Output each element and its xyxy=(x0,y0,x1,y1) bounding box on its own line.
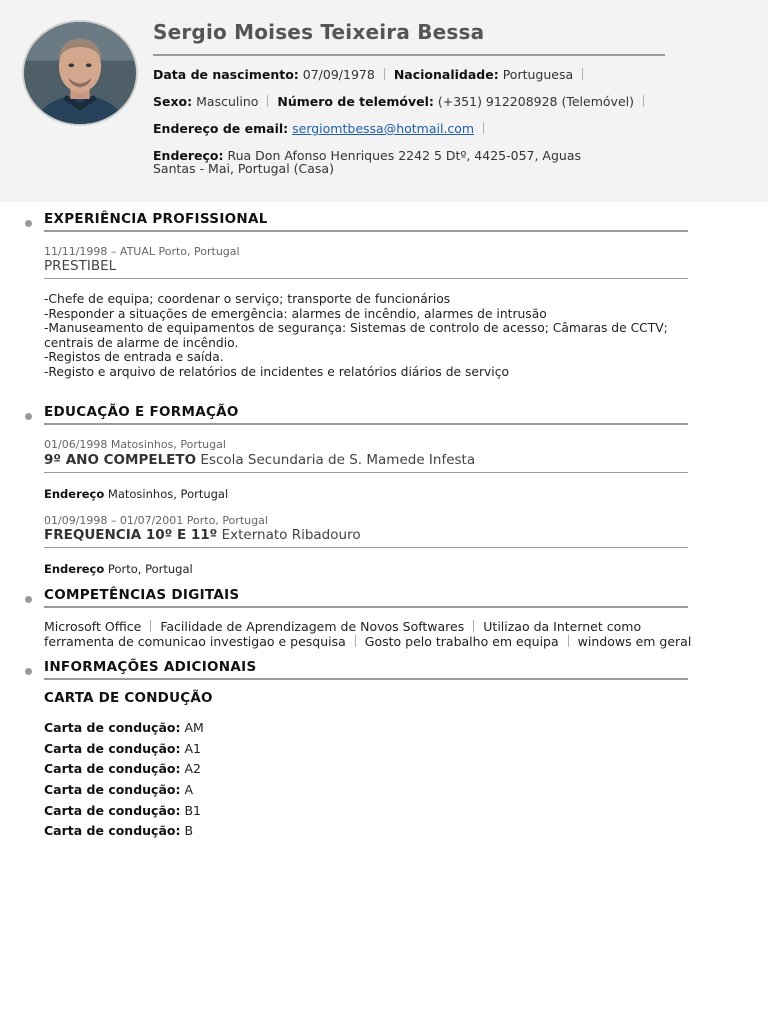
address-value: Rua Don Afonso Henriques 2242 5 Dtº, 4425-057, Aguas Santas - Mai, Portugal (Casa) xyxy=(153,148,581,176)
section-bullet xyxy=(25,596,32,603)
entry-divider xyxy=(44,547,688,548)
license-label: Carta de condução: xyxy=(44,761,181,776)
section-bullet xyxy=(25,668,32,675)
additional-section-title: INFORMAÇÕES ADICIONAIS xyxy=(44,659,257,675)
experience-line: -Registos de entrada e saída. xyxy=(44,350,224,364)
license-item xyxy=(44,823,193,838)
profile-header xyxy=(0,0,768,202)
full-name: Sergio Moises Teixeira Bessa xyxy=(153,20,485,44)
skills-line xyxy=(44,619,704,634)
sex-value: Masculino xyxy=(196,94,259,109)
license-item xyxy=(44,782,193,797)
education-meta: 01/06/1998 Matosinhos, Portugal xyxy=(44,438,226,451)
profile-photo xyxy=(22,20,138,126)
separator xyxy=(355,635,356,647)
experience-line: -Responder a situações de emergência: alarmes de incêndio, alarmes de intrusão xyxy=(44,306,547,321)
license-value: A1 xyxy=(184,741,201,756)
entry-divider xyxy=(44,472,688,473)
digital-section-title: COMPETÊNCIAS DIGITAIS xyxy=(44,587,240,603)
education-degree: 9º ANO COMPELETO xyxy=(44,452,197,468)
skill-item: Utilizao da Internet como xyxy=(483,619,642,634)
license-item xyxy=(44,720,204,735)
license-label: Carta de condução: xyxy=(44,720,181,735)
sex-phone-line xyxy=(153,94,653,109)
license-item xyxy=(44,741,201,756)
digital-skills xyxy=(44,619,704,649)
section-bullet xyxy=(25,413,32,420)
license-value: B1 xyxy=(184,803,202,818)
address-block xyxy=(153,149,623,175)
separator xyxy=(582,68,583,80)
separator xyxy=(473,620,474,632)
education-meta: 01/09/1998 – 01/07/2001 Porto, Portugal xyxy=(44,514,268,527)
section-divider xyxy=(44,678,688,680)
education-address-label: Endereço xyxy=(44,487,105,501)
education-entry-title xyxy=(44,527,361,543)
separator xyxy=(568,635,569,647)
education-section-title: EDUCAÇÃO E FORMAÇÃO xyxy=(44,404,239,420)
address-label: Endereço: xyxy=(153,148,224,163)
skills-line xyxy=(44,634,704,649)
experience-employer: PRESTIBEL xyxy=(44,258,117,274)
license-subtitle: CARTA DE CONDUÇÃO xyxy=(44,690,213,706)
license-value: A xyxy=(184,782,194,797)
skill-item: Microsoft Office xyxy=(44,619,142,634)
license-value: A2 xyxy=(184,761,201,776)
separator xyxy=(150,620,151,632)
skill-item: ferramenta de comunicao investigao e pesquisa xyxy=(44,634,346,649)
license-label: Carta de condução: xyxy=(44,782,181,797)
email-link[interactable]: sergiomtbessa@hotmail.com xyxy=(292,121,475,136)
birth-value: 07/09/1978 xyxy=(302,67,375,82)
experience-meta: 11/11/1998 – ATUAL Porto, Portugal xyxy=(44,245,240,258)
license-label: Carta de condução: xyxy=(44,741,181,756)
sex-label: Sexo: xyxy=(153,94,193,109)
license-item xyxy=(44,761,201,776)
education-address-value: Porto, Portugal xyxy=(107,562,193,576)
license-label: Carta de condução: xyxy=(44,823,181,838)
education-address-label: Endereço xyxy=(44,562,105,576)
education-address xyxy=(44,562,193,576)
email-line xyxy=(153,121,493,136)
education-address xyxy=(44,487,228,501)
phone-label: Número de telemóvel: xyxy=(277,94,434,109)
email-label: Endereço de email: xyxy=(153,121,289,136)
experience-line: -Registo e arquivo de relatórios de incidentes e relatórios diários de serviço xyxy=(44,364,510,379)
education-school: Escola Secundaria de S. Mamede Infesta xyxy=(200,452,476,468)
education-address-value: Matosinhos, Portugal xyxy=(107,487,229,501)
skill-item: Gosto pelo trabalho em equipa xyxy=(364,634,559,649)
skill-item: Facilidade de Aprendizagem de Novos Softwares xyxy=(160,619,465,634)
license-item xyxy=(44,803,201,818)
experience-line: -Manuseamento de equipamentos de segurança: Sistemas de controlo de acesso; Câmaras de CCTV; centrais de alarme de incêndio. xyxy=(44,321,668,350)
section-divider xyxy=(44,606,688,608)
entry-divider xyxy=(44,278,688,279)
education-entry-title xyxy=(44,452,475,468)
section-bullet xyxy=(25,220,32,227)
license-value: B xyxy=(184,823,194,838)
section-divider xyxy=(44,423,688,425)
separator xyxy=(643,95,644,107)
license-value: AM xyxy=(184,720,204,735)
birth-label: Data de nascimento: xyxy=(153,67,299,82)
name-divider xyxy=(153,54,665,56)
license-label: Carta de condução: xyxy=(44,803,181,818)
birth-nationality-line xyxy=(153,67,592,82)
education-degree: FREQUENCIA 10º E 11º xyxy=(44,527,218,543)
separator xyxy=(384,68,385,80)
phone-value: (+351) 912208928 (Telemóvel) xyxy=(437,94,634,109)
profile-photo-image xyxy=(24,22,136,124)
experience-description xyxy=(44,292,684,379)
experience-section-title: EXPERIÊNCIA PROFISSIONAL xyxy=(44,211,268,227)
separator xyxy=(483,122,484,134)
experience-line: -Chefe de equipa; coordenar o serviço; transporte de funcionários xyxy=(44,292,451,306)
nationality-label: Nacionalidade: xyxy=(393,67,499,82)
separator xyxy=(267,95,268,107)
section-divider xyxy=(44,230,688,232)
education-school: Externato Ribadouro xyxy=(221,527,361,543)
skill-item: windows em geral xyxy=(577,634,692,649)
nationality-value: Portuguesa xyxy=(502,67,574,82)
